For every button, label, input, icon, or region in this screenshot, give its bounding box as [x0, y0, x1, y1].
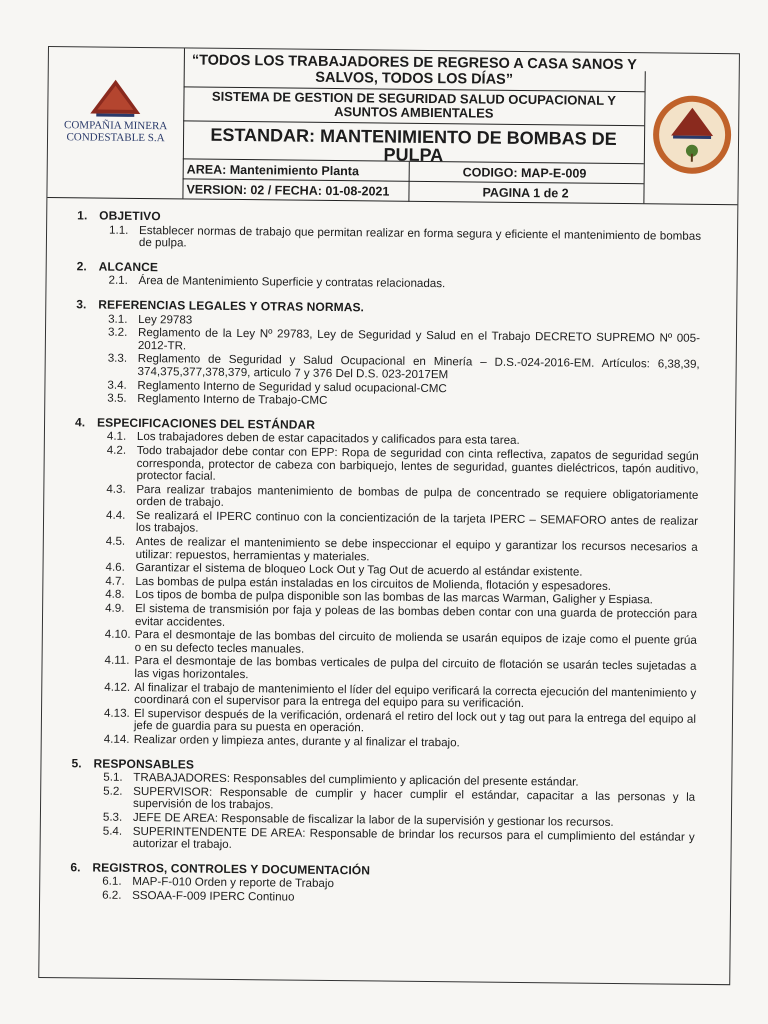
item-number: 3.3.	[107, 351, 128, 366]
header-titles	[182, 48, 645, 203]
item-text: Para el desmontaje de las bombas verticales de pulpa del circuito de flotación se usarán tecles sujetadas a las vigas horizontales.	[134, 654, 697, 682]
item-number: 6.2.	[102, 888, 122, 902]
header-motto: “TODOS LOS TRABAJADORES DE REGRESO A CASA SANOS Y SALVOS, TODOS LOS DÍAS”	[191, 52, 637, 88]
item-text: Reglamento Interno de Seguridad y salud ocupacional-CMC	[137, 378, 447, 395]
item-text: JEFE DE AREA: Responsable de fiscalizar la labor de la supervisión y gestionar los recursos.	[132, 810, 614, 829]
section-title-text: ESPECIFICACIONES DEL ESTÁNDAR	[96, 415, 316, 432]
header-system: SISTEMA DE GESTION DE SEGURIDAD SALUD OCUPACIONAL Y ASUNTOS AMBIENTALES	[183, 86, 644, 122]
section-title-text: RESPONSABLES	[93, 756, 195, 772]
item-text: Garantizar el sistema de bloqueo Lock Out y Tag Out de acuerdo al estándar existente.	[135, 561, 583, 579]
item-number: 4.1.	[106, 429, 127, 444]
item-number: 4.14.	[103, 732, 130, 746]
section	[41, 757, 732, 857]
item-text: SSOAA-F-009 IPERC Continuo	[132, 888, 295, 904]
item-number: 5.1.	[103, 770, 123, 784]
company-logo-text: COMPAÑIA MINERA CONDESTABLE S.A	[63, 119, 168, 145]
section-title-text: ALCANCE	[98, 259, 159, 274]
item-text: Todo trabajador debe contar con EPP: Ropa de seguridad con cinta reflectiva, zapatos de seguridad según corresponda, protector de cabeza con barbiquejo, lentes de seguridad, guantes dieléctricos, tapón auditivo, protector facial.	[136, 443, 699, 483]
item-text: El sistema de transmisión por faja y poleas de las bombas deben contar con una guarda de protección para evitar accidentes.	[134, 601, 698, 629]
item-number: 5.2.	[103, 784, 123, 798]
section-number: 3.	[76, 297, 87, 312]
item-text: Se realizará el IPERC continuo con la concientización de la tarjeta IPERC – SEMAFORO antes de realizar los trabajos.	[135, 508, 699, 536]
item-number: 4.9.	[105, 601, 125, 615]
section-title-text: REFERENCIAS LEGALES Y OTRAS NORMAS.	[98, 297, 365, 315]
item-number: 6.1.	[102, 874, 122, 889]
item-number: 4.3.	[106, 482, 126, 496]
item-number: 4.2.	[106, 443, 127, 457]
document-header	[47, 47, 739, 205]
company-seal	[643, 71, 739, 204]
item-number: 3.1.	[108, 312, 128, 326]
item-text: Las bombas de pulpa están instaladas en los circuitos de Molienda, flotación y espesadores.	[135, 574, 612, 593]
item-number: 2.1.	[108, 274, 128, 288]
mountain-logo-icon	[88, 77, 142, 118]
item-number: 5.3.	[102, 810, 123, 824]
item-text: El supervisor después de la verificación, ordenará el retiro del lock out y tag out para la entrega del equipo al jefe de guardia para su puesta en operación.	[133, 706, 697, 735]
item-text: Para el desmontaje de las bombas del circuito de molienda se usarán equipos de izaje como el puente grúa o en su defecto tecles manuales.	[134, 628, 697, 656]
item-text: Antes de realizar el mantenimiento se debe inspeccionar el equipo y garantizar los recursos necesarios a utilizar: repuestos, herramientas y materiales.	[135, 535, 698, 564]
item-text: Reglamento de la Ley Nº 29783, Ley de Seguridad y Salud en el Trabajo DECRETO SUPREMO Nº 005-2012-TR.	[137, 326, 701, 353]
section-number: 1.	[77, 208, 88, 223]
item-number: 4.6.	[105, 560, 125, 575]
item-number: 3.5.	[107, 391, 127, 405]
item-text: MAP-F-010 Orden y reporte de Trabajo	[132, 875, 335, 891]
item-number: 3.4.	[107, 378, 127, 392]
item-number: 4.4.	[106, 508, 126, 522]
item-text: SUPERVISOR: Responsable de cumplir y hacer cumplir el estándar, capacitar a las personas y la supervisión de los trabajos.	[133, 784, 696, 812]
item-number: 1.1.	[109, 223, 129, 237]
header-version: VERSION: 02 / FECHA: 01-08-2021	[186, 182, 390, 199]
item-number: 5.4.	[102, 824, 123, 838]
item-text: Los trabajadores deben de estar capacitados y calificados para esta tarea.	[136, 430, 520, 448]
item-number: 3.2.	[107, 325, 128, 340]
section-number: 4.	[74, 415, 86, 430]
section-number: 6.	[70, 859, 81, 875]
header-info-grid	[182, 158, 643, 204]
header-standard-title: ESTANDAR: MANTENIMIENTO DE BOMBAS DE PULPA	[183, 120, 644, 166]
section-title-text: OBJETIVO	[99, 208, 161, 224]
item-text: Para realizar trabajos mantenimiento de bombas de pulpa de concentrado se requiere obligatoriamente orden de trabajo.	[136, 482, 699, 510]
item-text: Realizar orden y limpieza antes, durante y al finalizar el trabajo.	[133, 732, 460, 750]
section	[45, 298, 736, 412]
item-number: 4.7.	[105, 574, 125, 588]
item-number: 4.11.	[104, 654, 130, 668]
document-body	[40, 205, 737, 910]
section-title-text: REGISTROS, CONTROLES Y DOCUMENTACIÓN	[92, 860, 371, 878]
item-number: 4.8.	[105, 588, 125, 602]
section	[40, 861, 730, 909]
section	[42, 416, 735, 753]
item-text: SUPERINTENDENTE DE AREA: Responsable de brindar los recursos para el cumplimiento del estándar y autorizar el trabajo.	[132, 824, 695, 852]
section-number: 2.	[76, 259, 87, 274]
seal-logo-icon	[651, 93, 734, 176]
item-number: 4.5.	[105, 534, 126, 548]
item-text: Reglamento Interno de Trabajo-CMC	[137, 392, 328, 408]
section	[47, 209, 737, 256]
document-frame	[38, 46, 740, 985]
item-text: Ley 29783	[138, 312, 193, 327]
item-text: Al finalizar el trabajo de mantenimiento el líder del equipo verificará la correcta ejecución del mantenimiento y coordinará con el supervisor para la entrega del equipo para su verificación.	[134, 680, 697, 711]
header-pagina: PAGINA 1 de 2	[482, 185, 569, 201]
section-number: 5.	[71, 755, 82, 770]
item-text: TRABAJADORES: Responsables del cumplimiento y aplicación del presente estándar.	[133, 771, 579, 789]
item-number: 4.10.	[104, 627, 131, 642]
item-text: Reglamento de Seguridad y Salud Ocupacional en Minería – D.S.-024-2016-EM. Artículos: 6,38,39, 374,375,377,378,379, articulo 7 y 376 Del D.S. 023-2017EM	[137, 352, 700, 382]
header-area: AREA: Mantenimiento Planta	[186, 162, 360, 179]
item-text: Área de Mantenimiento Superficie y contratas relacionadas.	[138, 274, 446, 291]
header-codigo: CODIGO: MAP-E-009	[462, 165, 587, 181]
item-number: 4.13.	[103, 706, 130, 720]
company-logo	[47, 47, 185, 198]
item-text: Los tipos de bomba de pulpa disponible son las bombas de las marcas Warman, Galigher y Espiasa.	[135, 588, 654, 607]
item-number: 4.12.	[104, 680, 131, 694]
item-text: Establecer normas de trabajo que permitan realizar en forma segura y eficiente el mantenimiento de bombas de pulpa.	[138, 223, 702, 250]
